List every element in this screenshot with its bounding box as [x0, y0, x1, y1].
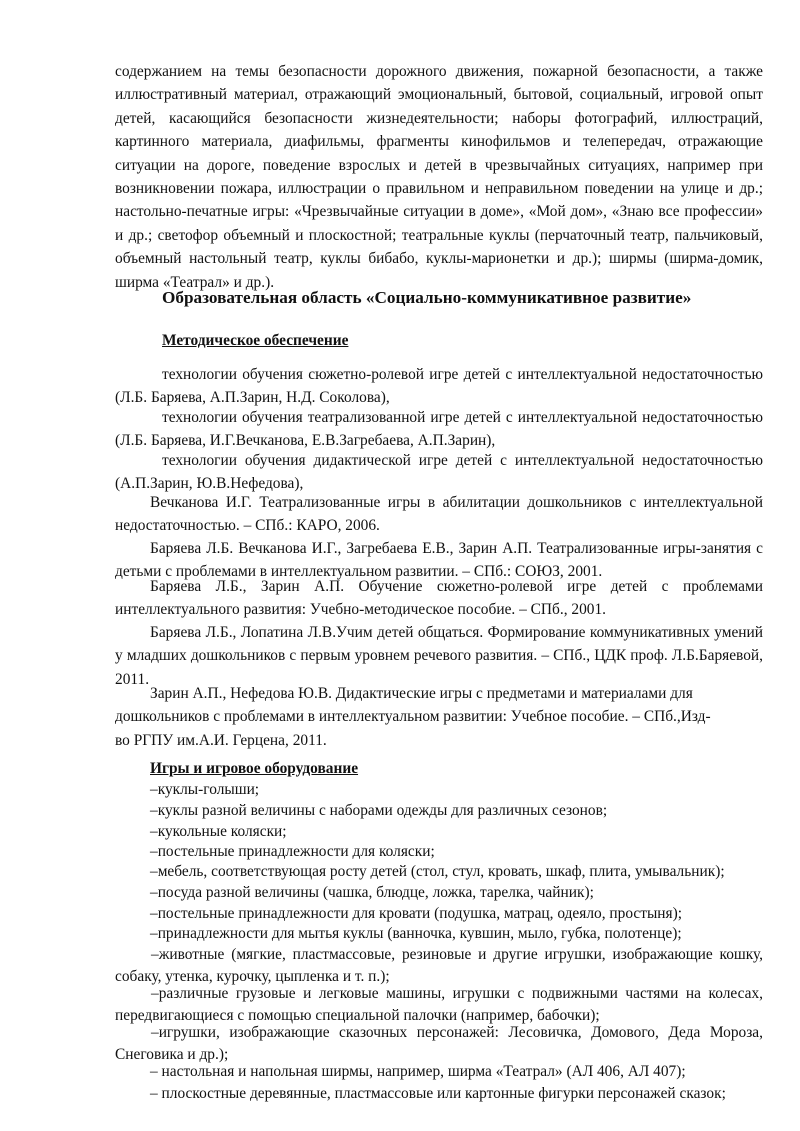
method-entry: Баряева Л.Б., Лопатина Л.В.Учим детей общаться. Формирование коммуникативных умений у младших дошкольников с первым уровнем речевого развития. – СПб., ЦДК проф. Л.Б.Баряевой, 2011.: [115, 624, 763, 688]
list-item: –кукольные коляски;: [150, 823, 287, 840]
list-item: –принадлежности для мытья куклы (ванночка, кувшин, мыло, губка, полотенце);: [150, 925, 682, 942]
list-item: –постельные принадлежности для коляски;: [150, 843, 435, 860]
method-entry: Вечканова И.Г. Театрализованные игры в абилитации дошкольников с интеллектуальной недостаточностью. – СПб.: КАРО, 2006.: [115, 494, 763, 535]
method-entry: Зарин А.П., Нефедова Ю.В. Дидактические игры с предметами и материалами для дошкольников с проблемами в интеллектуальном развитии: Учебное пособие. – СПб.,Изд-во РГПУ им.А.И. Герцена, 2011.: [115, 685, 711, 749]
method-entry: технологии обучения дидактической игре детей с интеллектуальной недостаточностью (А.П.Зарин, Ю.В.Нефедова),: [115, 452, 763, 493]
method-entry: Баряева Л.Б. Вечканова И.Г., Загребаева Е.В., Зарин А.П. Театрализованные игры-занятия с детьми с проблемами в интеллектуальном развитии. – СПб.: СОЮЗ, 2001.: [115, 540, 763, 581]
list-item: –посуда разной величины (чашка, блюдце, ложка, тарелка, чайник);: [150, 884, 594, 901]
method-entry: технологии обучения театрализованной игре детей с интеллектуальной недостаточностью (Л.Б. Баряева, И.Г.Вечканова, Е.В.Загребаева, А.П.Зарин),: [115, 409, 763, 450]
method-entry: Баряева Л.Б., Зарин А.П. Обучение сюжетно-ролевой игре детей с проблемами интеллектуального развития: Учебно-методическое пособие. – СПб., 2001.: [115, 578, 763, 619]
list-item: –мебель, соответствующая росту детей (стол, стул, кровать, шкаф, плита, умывальник);: [150, 863, 725, 880]
method-entry: технологии обучения сюжетно-ролевой игре детей с интеллектуальной недостаточностью (Л.Б. Баряева, А.П.Зарин, Н.Д. Соколова),: [115, 366, 763, 407]
list-item: – настольная и напольная ширмы, например, ширма «Театрал» (АЛ 406, АЛ 407);: [150, 1063, 686, 1080]
list-item: –игрушки, изображающие сказочных персонажей: Лесовичка, Домового, Деда Мороза, Снеговика и др.);: [115, 1024, 763, 1063]
intro-paragraph: содержанием на темы безопасности дорожного движения, пожарной безопасности, а также иллюстративный материал, отражающий эмоциональный, бытовой, социальный, игровой опыт детей, касающийся безопасности жизнедеятельности; наборы фотографий, иллюстраций, картинного материала, диафильмы, фрагменты кинофильмов и телепередач, отражающие ситуации на дороге, поведение взрослых и детей в чрезвычайных ситуациях, например при возникновении пожара, иллюстрации о правильном и неправильном поведении на улице и др.; настольно-печатные игры: «Чрезвычайные ситуации в доме», «Мой дом», «Знаю все профессии» и др.; светофор объемный и плоскостной; театральные куклы (перчаточный театр, пальчиковый, объемный настольный театр, куклы бибабо, куклы-марионетки и др.); ширмы (ширма-домик, ширма «Театрал» и др.).: [115, 63, 763, 291]
methodical-heading: Методическое обеспечение: [162, 332, 349, 349]
list-item: –куклы разной величины с наборами одежды для различных сезонов;: [150, 802, 608, 819]
list-item: –различные грузовые и легковые машины, игрушки с подвижными частями на колесах, передвигающиеся с помощью специальной палочки (например, бабочки);: [115, 985, 763, 1024]
list-item: –постельные принадлежности для кровати (подушка, матрац, одеяло, простыня);: [150, 905, 683, 922]
section-title: Образовательная область «Социально-коммуникативное развитие»: [162, 288, 692, 307]
list-item: –животные (мягкие, пластмассовые, резиновые и другие игрушки, изображающие кошку, собаку, утенка, курочку, цыпленка и т. п.);: [115, 946, 763, 985]
list-item: – плоскостные деревянные, пластмассовые или картонные фигурки персонажей сказок;: [150, 1085, 726, 1102]
list-item: –куклы-голыши;: [150, 781, 260, 798]
games-heading: Игры и игровое оборудование: [150, 760, 359, 777]
